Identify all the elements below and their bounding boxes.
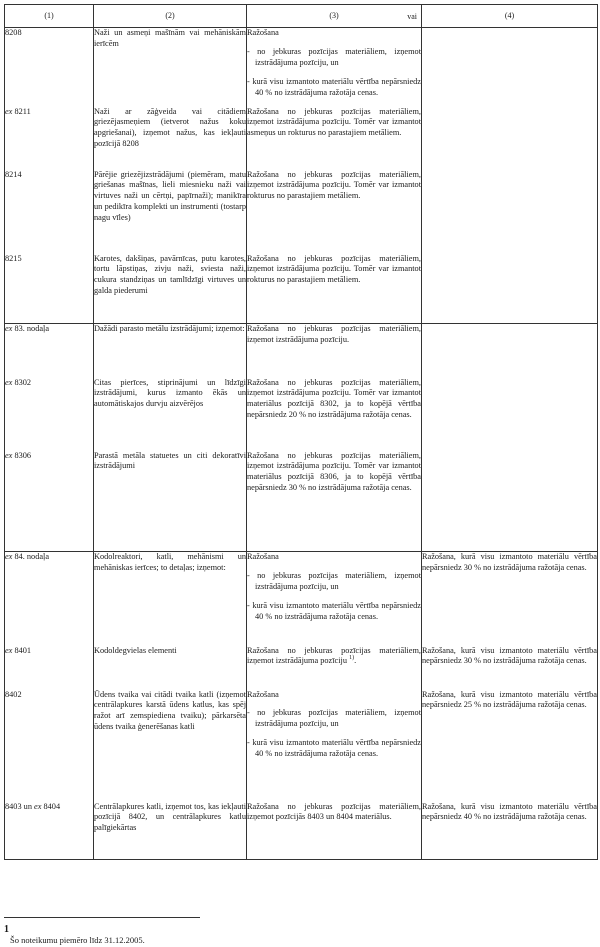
table-row [5,107,598,170]
row-alt: Ražošana, kurā visu izmantoto materiālu vērtība nepārsniedz 25 % no izstrādājuma ražotāja cenas. [422,690,598,802]
row-desc: Kodoldegvielas elementi [94,646,247,690]
row-code: ex 8302 [5,378,94,451]
row-desc: Naži un asmeņi mašīnām vai mehāniskām ierīcēm [94,28,247,107]
table-header-row [5,5,598,28]
row-code: ex 8211 [5,107,94,170]
row-rule: Ražošana no jebkuras pozīcijas materiāliem, izņemot izstrādājuma pozīciju $^{1)}$. [247,646,422,690]
row-code: 8402 [5,690,94,802]
origin-rules-table [4,4,598,860]
row-rule: Ražošana no jebkuras pozīcijas materiāliem, izņemot izstrādājuma pozīciju. Tomēr var izmantot asmeņus un rokturus no parastajiem metāliem. [247,107,422,170]
header-col4: (4) [422,5,598,28]
table-row [5,646,598,690]
row-code: ex 8306 [5,451,94,552]
row-rule: Ražošana - no jebkuras pozīcijas materiāliem, izņemot izstrādājuma pozīciju, un - kurā visu izmantoto materiālu vērtība nepārsniedz 40 % no izstrādājuma ražotāja cenas. [247,552,422,646]
row-rule: Ražošana - no jebkuras pozīcijas materiāliem, izņemot izstrādājuma pozīciju, un - kurā visu izmantoto materiālu vērtība nepārsniedz 40 % no izstrādājuma ražotāja cenas. [247,28,422,107]
header-col3: (3) vai [247,5,422,28]
table-row [5,170,598,254]
row-desc: Naži ar zāģveida vai citādiem griezējasmeņiem (ietverot nažus koku apgriešanai), izņemot nažus, kas iekļauti pozīcijā 8208 [94,107,247,170]
row-rule: Ražošana no jebkuras pozīcijas materiāliem, izņemot izstrādājuma pozīciju. Tomēr var izmantot rokturus no parastajiem metāliem. [247,254,422,324]
row-alt: Ražošana, kurā visu izmantoto materiālu vērtība nepārsniedz 30 % no izstrādājuma ražotāja cenas. [422,552,598,646]
table-row [5,324,598,378]
footnote-text: Šo noteikumu piemēro līdz 31.12.2005. [10,935,145,945]
table-row [5,802,598,860]
row-code: 8403 un ex 8404 [5,802,94,860]
row-rule: Ražošana no jebkuras pozīcijas materiāliem, izņemot izstrādājuma pozīciju. Tomēr var izmantot materiālus pozīcijā 8302, ja to kopējā vērtība nepārsniedz 20 % no izstrādājuma ražotāja cenas. [247,378,422,451]
row-rule: Ražošana no jebkuras pozīcijas materiāliem, izņemot izstrādājuma pozīciju. Tomēr var izmantot rokturus no parastajiem metāliem. [247,170,422,254]
row-rule: Ražošana no jebkuras pozīcijas materiāliem, izņemot izstrādājuma pozīciju. [247,324,422,378]
row-alt [422,254,598,324]
row-alt [422,107,598,170]
table-row [5,378,598,451]
row-rule: Ražošana no jebkuras pozīcijas materiāliem, izņemot izstrādājuma pozīciju. Tomēr var izmantot materiālus pozīcijā 8306, ja to kopējā vērtība nepārsniedz 30 % no izstrādājuma ražotāja cenas. [247,451,422,552]
row-code: 8208 [5,28,94,107]
row-code: ex 8401 [5,646,94,690]
row-alt [422,28,598,107]
row-desc: Pārējie griezējizstrādājumi (piemēram, matu griešanas mašīnas, lieli miesnieku naži vai virtuves naži un cērtņi, papīrnaži); manikīra un pedikīra komplekti un instrumenti (tostarp nagu vīles) [94,170,247,254]
row-rule: Ražošana no jebkuras pozīcijas materiāliem, izņemot pozīcijās 8403 un 8404 materiālus. [247,802,422,860]
row-code: ex 84. nodaļa [5,552,94,646]
row-desc: Citas pierīces, stiprinājumi un līdzīgi izstrādājumi, kurus izmanto ēkās un automātiskajos durvju aizvērējos [94,378,247,451]
table-row [5,451,598,552]
row-desc: Dažādi parasto metālu izstrādājumi; izņemot: [94,324,247,378]
table-row [5,552,598,646]
row-rule: Ražošana - no jebkuras pozīcijas materiāliem, izņemot izstrādājuma pozīciju, un - kurā visu izmantoto materiālu vērtība nepārsniedz 40 % no izstrādājuma ražotāja cenas. [247,690,422,802]
footnote-divider [4,917,200,918]
table-row [5,690,598,802]
row-code: 8214 [5,170,94,254]
table-row [5,254,598,324]
row-desc: Parastā metāla statuetes un citi dekoratīvi izstrādājumi [94,451,247,552]
row-desc: Kodolreaktori, katli, mehānismi un mehāniskas ierīces; to detaļas; izņemot: [94,552,247,646]
row-alt: Ražošana, kurā visu izmantoto materiālu vērtība nepārsniedz 30 % no izstrādājuma ražotāja cenas. [422,646,598,690]
row-code: 8215 [5,254,94,324]
header-vai: vai [407,12,417,21]
table-row [5,28,598,107]
footnote-mark: 1 [4,924,9,935]
row-alt [422,451,598,552]
header-col1: (1) [5,5,94,28]
footnote-ref: 1) [349,655,355,662]
row-desc: Karotes, dakšiņas, pavārnīcas, putu karotes, tortu lāpstiņas, zivju naži, sviesta naži, cukura standziņas un tamlīdzīgi virtuves un galda piederumi [94,254,247,324]
row-alt [422,170,598,254]
row-code: ex 83. nodaļa [5,324,94,378]
row-alt [422,324,598,378]
header-col2: (2) [94,5,247,28]
row-alt: Ražošana, kurā visu izmantoto materiālu vērtība nepārsniedz 40 % no izstrādājuma ražotāja cenas. [422,802,598,860]
row-alt [422,378,598,451]
row-desc: Centrālapkures katli, izņemot tos, kas iekļauti pozīcijā 8402, un centrālapkures katlu palīgiekārtas [94,802,247,860]
row-desc: Ūdens tvaika vai citādi tvaika katli (izņemot centrālapkures karstā ūdens katlus, kas spēj ražot arī zemspiediena tvaiku); pārkarsēta ūdens tvaika ģenerēšanas katli [94,690,247,802]
